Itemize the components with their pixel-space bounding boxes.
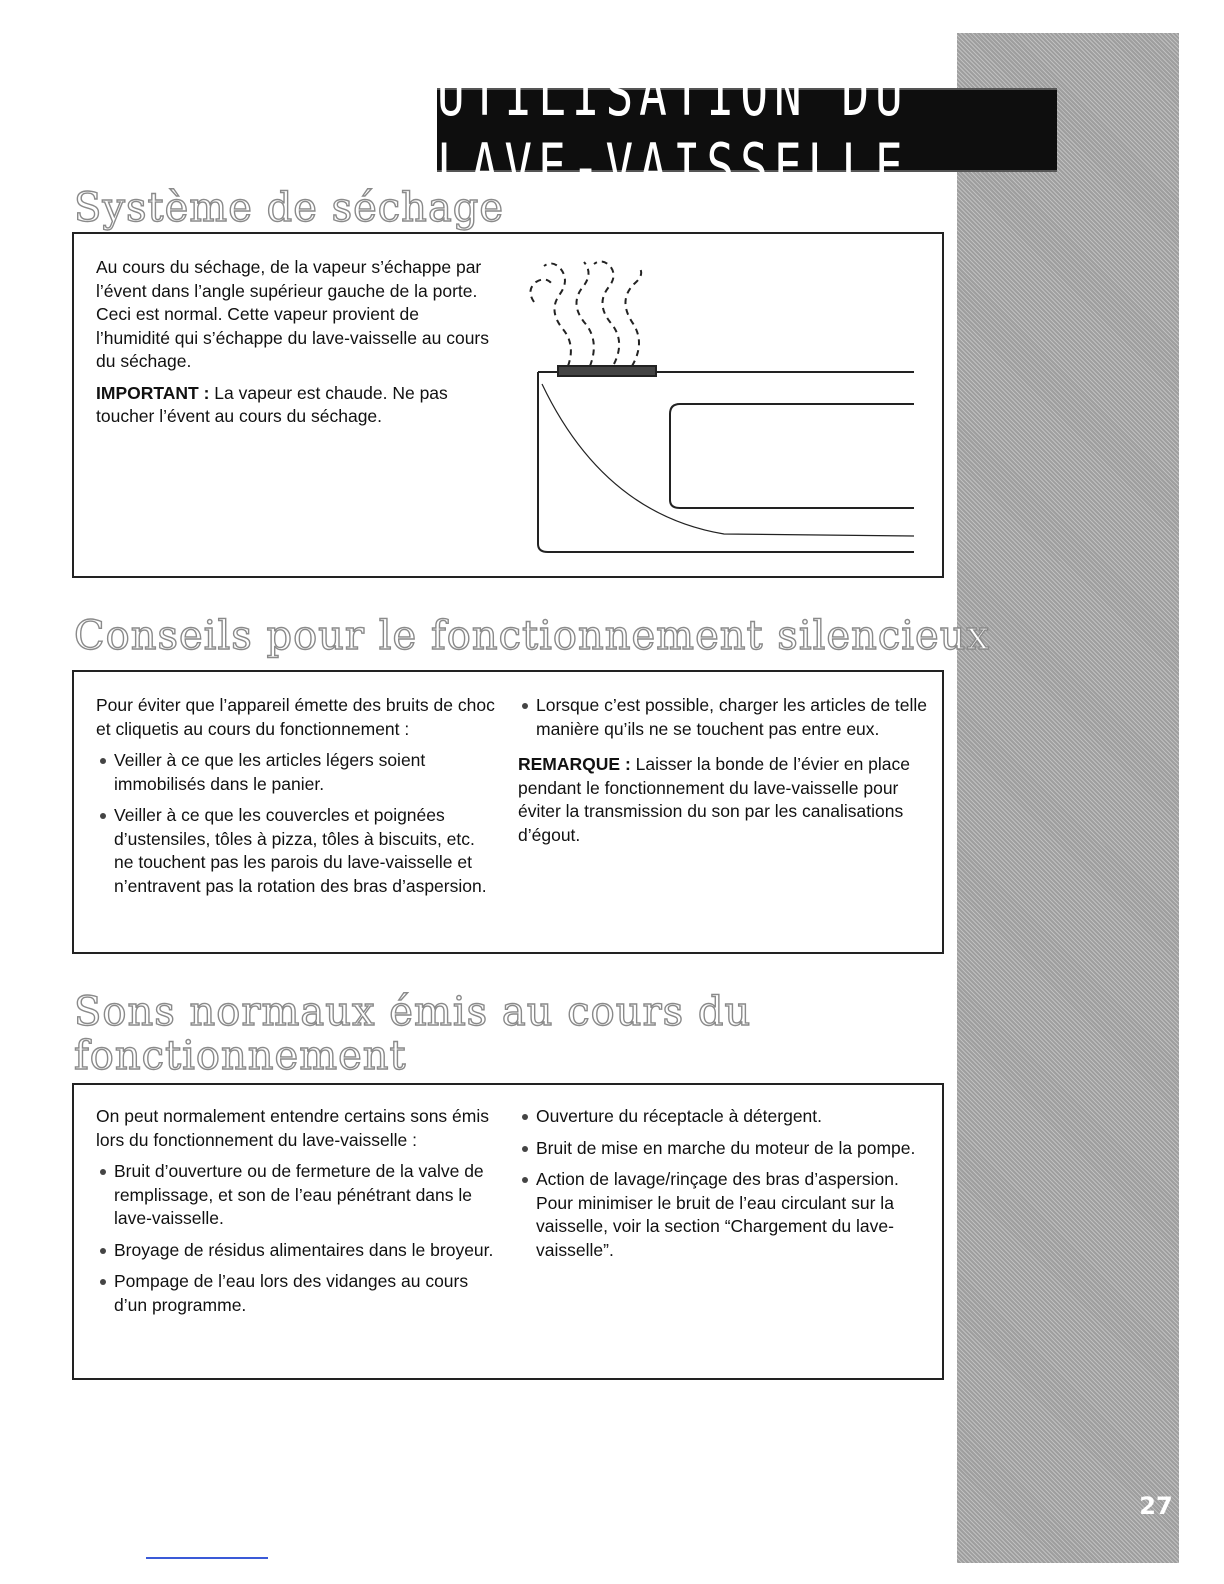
quiet-note [518, 753, 928, 847]
sounds-title-line1: Sons normaux émis au cours du [74, 989, 752, 1035]
list-item: Lorsque c’est possible, charger les articles de telle manière qu’ils ne se touchent pas entre eux. [518, 694, 928, 741]
note-text: Laisser la bonde de l’évier en place pendant le fonctionnement du lave-vaisselle pour éviter la transmission du son par les canalisations d’égout. [518, 754, 910, 845]
quiet-right-list [518, 694, 928, 741]
page-title: UTILISATION DU LAVE-VAISSELLE [437, 57, 909, 203]
sounds-box [72, 1083, 944, 1380]
important-label: IMPORTANT : [96, 382, 210, 403]
drying-paragraph: Au cours du séchage, de la vapeur s’échappe par l’évent dans l’angle supérieur gauche de la porte. Ceci est normal. Cette vapeur provient de l’humidité qui s’échappe du lave-vaisselle au cours du séchage. [96, 257, 489, 371]
list-item: Bruit de mise en marche du moteur de la pompe. [518, 1137, 928, 1161]
panel-window [670, 404, 914, 508]
section-title-sounds [74, 990, 751, 1078]
list-item: Bruit d’ouverture ou de fermeture de la valve de remplissage, et son de l’eau pénétrant dans le lave-vaisselle. [96, 1160, 496, 1231]
drying-text-column [96, 256, 496, 437]
quiet-intro: Pour éviter que l’appareil émette des bruits de choc et cliquetis au cours du fonctionnement : [96, 695, 495, 739]
drying-important [96, 382, 496, 429]
list-item: Broyage de résidus alimentaires dans le broyeur. [96, 1239, 496, 1263]
sounds-title-line2: fonctionnement [74, 1033, 407, 1079]
list-item: Pompage de l’eau lors des vidanges au cours d’un programme. [96, 1270, 496, 1317]
list-item: Veiller à ce que les articles légers soient immobilisés dans le panier. [96, 749, 496, 796]
page-number: 27 [1139, 1492, 1173, 1520]
sounds-left-list [96, 1160, 496, 1317]
note-label: REMARQUE : [518, 754, 631, 774]
side-decorative-band [957, 33, 1179, 1563]
steam-curl-5 [530, 279, 552, 302]
sounds-right-list [518, 1105, 928, 1262]
list-item: Veiller à ce que les couvercles et poignées d’ustensiles, tôles à pizza, tôles à biscuits, etc. ne touchent pas les parois du lave-vaisselle et n’entravent pas la rotation des bras d’aspersion. [96, 804, 496, 898]
steam-curl-4 [625, 266, 641, 366]
sounds-right-column [518, 1105, 928, 1270]
drying-box [72, 232, 944, 578]
vent [558, 366, 656, 376]
door-outline [538, 372, 914, 552]
list-item: Ouverture du réceptacle à détergent. [518, 1105, 928, 1129]
quiet-right-column [518, 694, 928, 855]
sounds-intro: On peut normalement entendre certains sons émis lors du fonctionnement du lave-vaisselle : [96, 1106, 489, 1150]
list-item: Action de lavage/rinçage des bras d’aspersion. Pour minimiser le bruit de l’eau circulant sur la vaisselle, voir la section “Chargement du lave-vaisselle”. [518, 1168, 928, 1262]
steam-vent-illustration [514, 244, 924, 564]
steam-curl-2 [576, 262, 593, 366]
quiet-box [72, 670, 944, 954]
door-side-curve [542, 384, 914, 536]
quiet-left-column [96, 694, 496, 906]
steam-curl-3 [594, 261, 619, 364]
header-bar [437, 57, 1057, 203]
important-text: La vapeur est chaude. Ne pas toucher l’évent au cours du séchage. [96, 382, 448, 426]
steam-curl-1 [544, 263, 571, 366]
quiet-left-list [96, 749, 496, 898]
section-title-drying: Système de séchage [74, 185, 505, 231]
section-title-quiet: Conseils pour le fonctionnement silencieux [74, 613, 991, 659]
divider [146, 1557, 268, 1559]
sounds-left-column [96, 1105, 496, 1325]
